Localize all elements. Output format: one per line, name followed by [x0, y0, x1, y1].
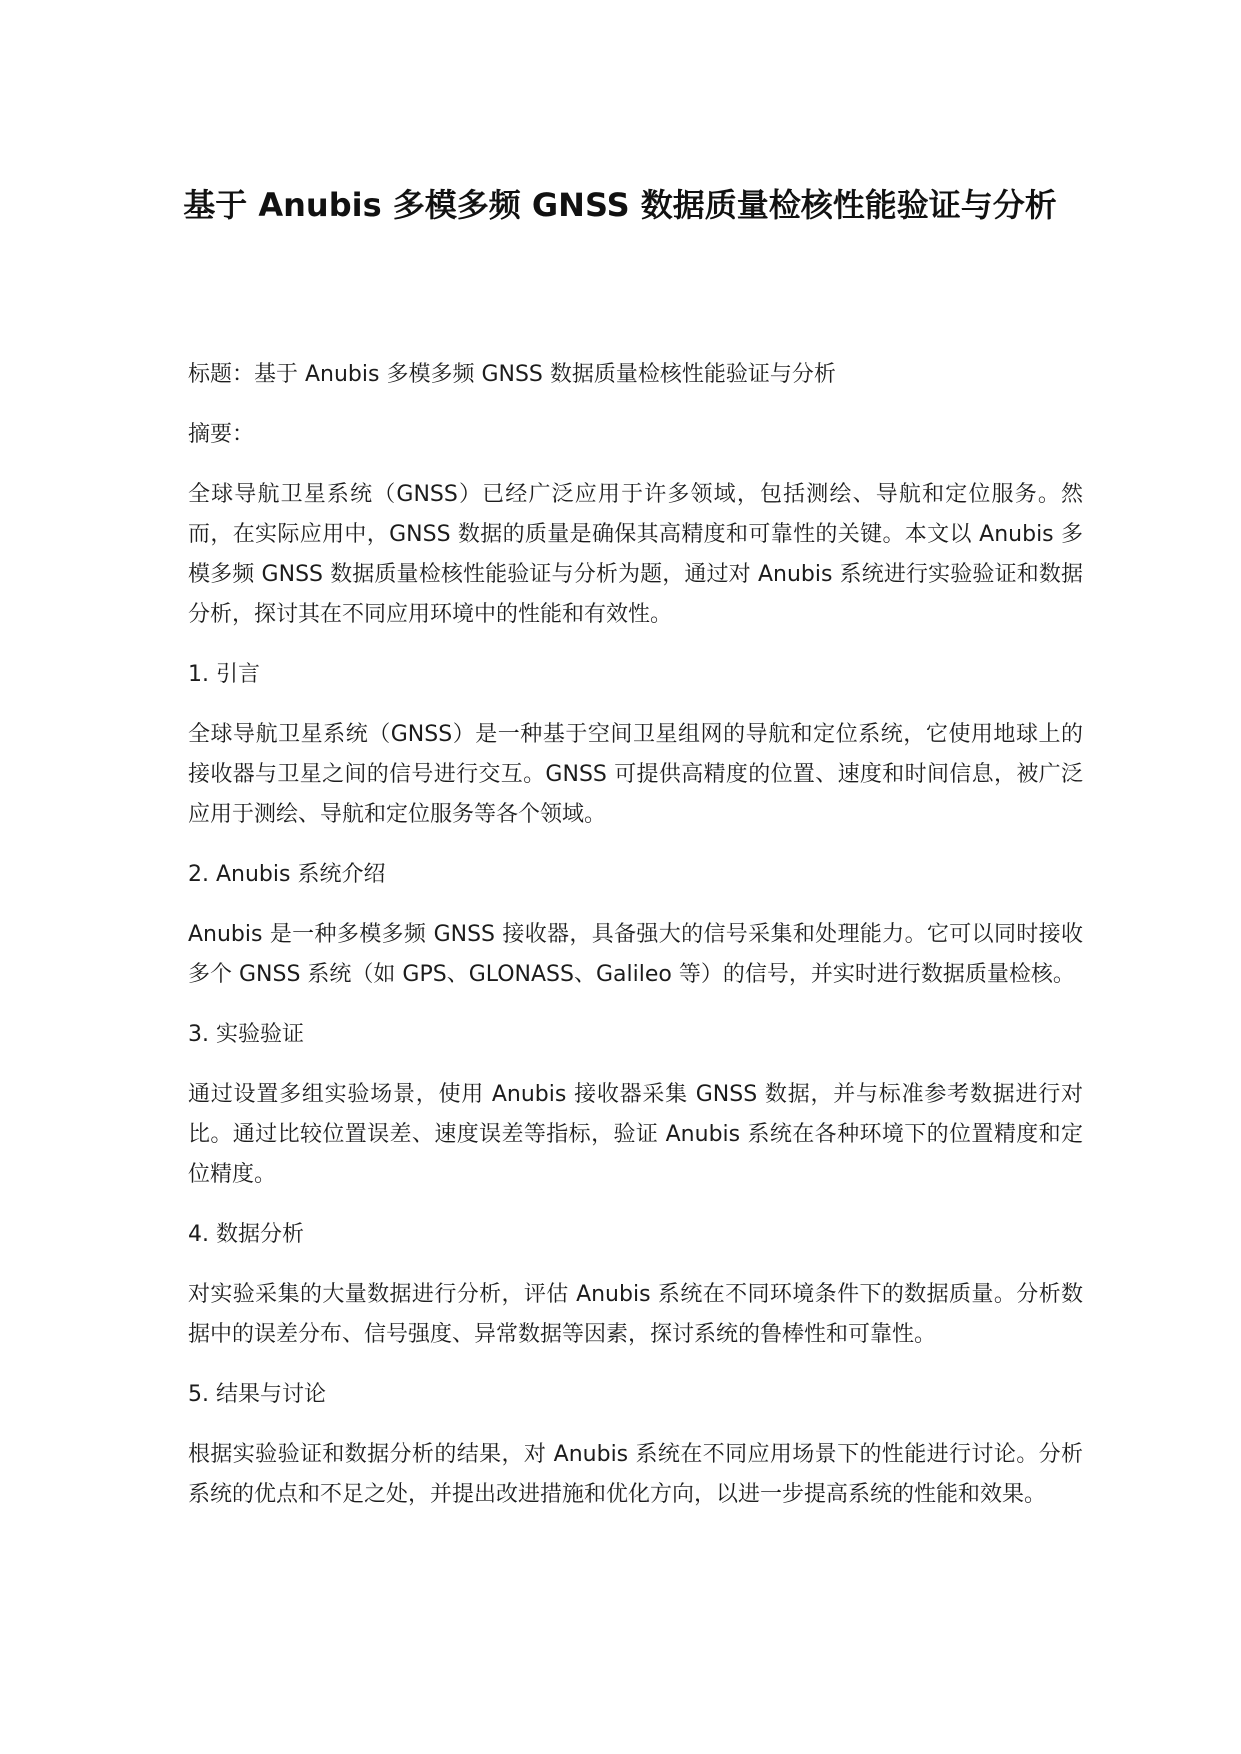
section-heading-experiment: 3. 实验验证 [188, 1022, 304, 1047]
abstract-text: 全球导航卫星系统（GNSS）已经广泛应用于许多领域，包括测绘、导航和定位服务。然而，在实际应用中，GNSS 数据的质量是确保其高精度和可靠性的关键。本文以 Anubis 多模多频 GNSS 数据质量检核性能验证与分析为题，通过对 Anubis 系统进行实验验证和数据分析，探讨其在不同应用环境中的性能和有效性。 [188, 482, 1083, 627]
section-heading-introduction: 1. 引言 [188, 662, 260, 687]
section-text-results: 根据实验验证和数据分析的结果，对 Anubis 系统在不同应用场景下的性能进行讨论。分析系统的优点和不足之处，并提出改进措施和优化方向，以进一步提高系统的性能和效果。 [188, 1442, 1083, 1507]
document-body [188, 355, 1083, 1535]
document-title: 基于 Anubis 多模多频 GNSS 数据质量检核性能验证与分析 [183, 186, 1057, 224]
section-text-experiment: 通过设置多组实验场景，使用 Anubis 接收器采集 GNSS 数据，并与标准参考数据进行对比。通过比较位置误差、速度误差等指标，验证 Anubis 系统在各种环境下的位置精度和定位精度。 [188, 1082, 1083, 1187]
section-heading-data-analysis: 4. 数据分析 [188, 1222, 304, 1247]
section-text-introduction: 全球导航卫星系统（GNSS）是一种基于空间卫星组网的导航和定位系统，它使用地球上的接收器与卫星之间的信号进行交互。GNSS 可提供高精度的位置、速度和时间信息，被广泛应用于测绘、导航和定位服务等各个领域。 [188, 722, 1083, 827]
section-text-data-analysis: 对实验采集的大量数据进行分析，评估 Anubis 系统在不同环境条件下的数据质量。分析数据中的误差分布、信号强度、异常数据等因素，探讨系统的鲁棒性和可靠性。 [188, 1282, 1083, 1347]
abstract-label: 摘要： [188, 422, 255, 447]
section-heading-anubis-system: 2. Anubis 系统介绍 [188, 862, 386, 887]
section-text-anubis-system: Anubis 是一种多模多频 GNSS 接收器，具备强大的信号采集和处理能力。它可以同时接收多个 GNSS 系统（如 GPS、GLONASS、Galileo 等）的信号，并实时进行数据质量检核。 [188, 922, 1083, 987]
section-heading-results: 5. 结果与讨论 [188, 1382, 326, 1407]
title-line: 标题：基于 Anubis 多模多频 GNSS 数据质量检核性能验证与分析 [188, 362, 836, 387]
